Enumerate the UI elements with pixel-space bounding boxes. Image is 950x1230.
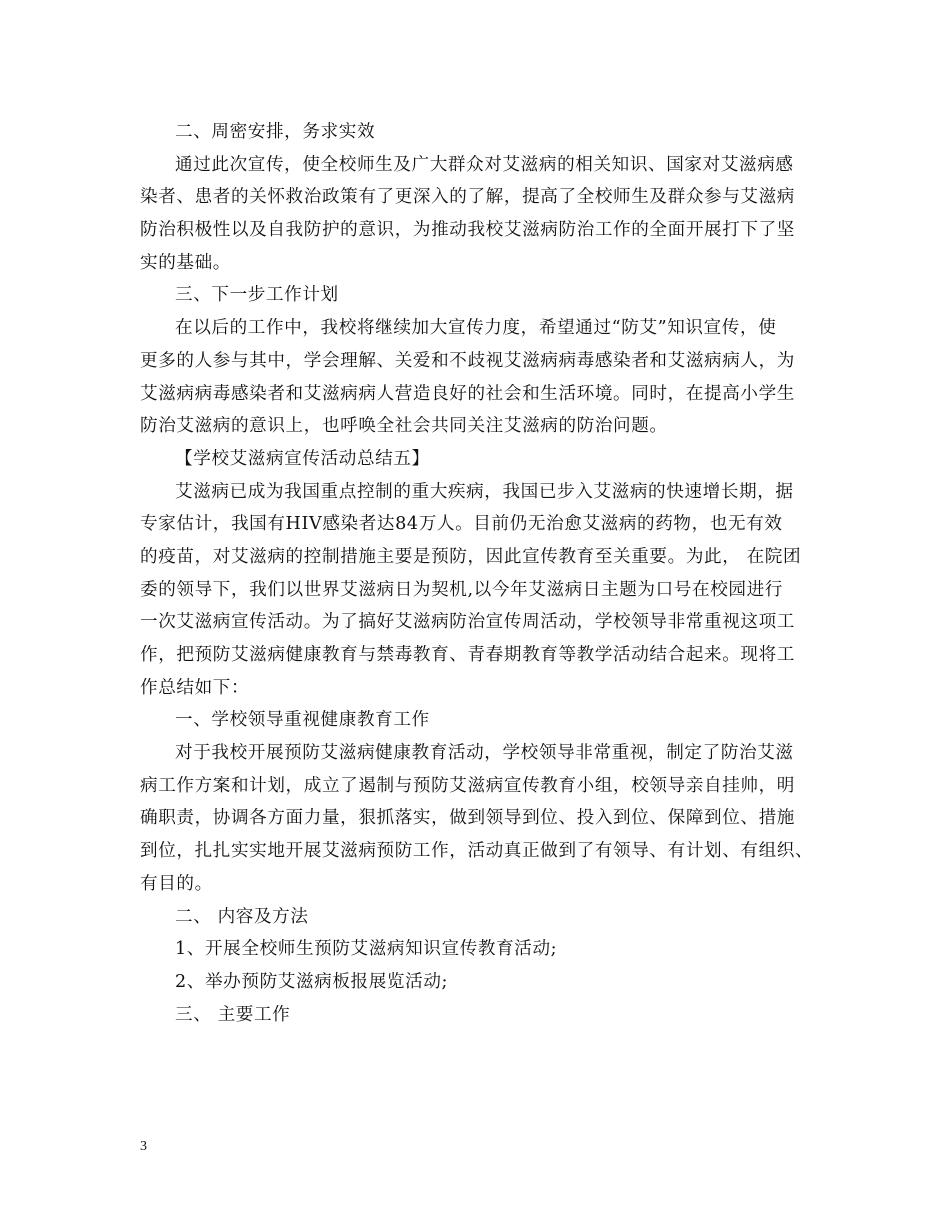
- paragraph-line: 专家估计，我国有HIV感染者达84万人。目前仍无治愈艾滋病的药物，也无有效: [140, 514, 783, 535]
- article-title: 【学校艾滋病宣传活动总结五】: [175, 448, 430, 469]
- paragraph-line: 有目的。: [140, 873, 213, 894]
- document-body: [140, 116, 812, 1031]
- paragraph-line: 病工作方案和计划，成立了遏制与预防艾滋病宣传教育小组，校领导亲自挂帅，明: [140, 775, 795, 796]
- section-heading: 一、学校领导重视健康教育工作: [175, 710, 430, 731]
- section-heading: 三、 主要工作: [175, 1004, 291, 1025]
- list-item: 2、举办预防艾滋病板报展览活动;: [175, 971, 449, 992]
- paragraph-line: 一次艾滋病宣传活动。为了搞好艾滋病防治宣传周活动，学校领导非常重视这项工: [140, 612, 795, 633]
- paragraph-line: 防治积极性以及自我防护的意识，为推动我校艾滋病防治工作的全面开展打下了坚: [140, 220, 795, 241]
- list-item: 1、开展全校师生预防艾滋病知识宣传教育活动;: [175, 939, 558, 960]
- paragraph-line: 确职责，协调各方面力量，狠抓落实，做到领导到位、投入到位、保障到位、措施: [140, 808, 795, 829]
- paragraph-line: 作总结如下：: [140, 677, 250, 698]
- section-heading: 二、 内容及方法: [175, 906, 309, 927]
- paragraph-line: 艾滋病已成为我国重点控制的重大疾病，我国已步入艾滋病的快速增长期，据: [175, 481, 794, 502]
- paragraph-line: 对于我校开展预防艾滋病健康教育活动，学校领导非常重视，制定了防治艾滋: [175, 743, 794, 764]
- paragraph-line: 在以后的工作中，我校将继续加大宣传力度，希望通过“防艾”知识宣传，使: [175, 318, 777, 339]
- paragraph-line: 实的基础。: [140, 252, 231, 273]
- paragraph-line: 防治艾滋病的意识上，也呼唤全社会共同关注艾滋病的防治问题。: [140, 416, 668, 437]
- paragraph-line: 的疫苗，对艾滋病的控制措施主要是预防，因此宣传教育至关重要。为此， 在院团: [140, 546, 802, 567]
- page-number: 3: [140, 1139, 147, 1154]
- paragraph-line: 委的领导下，我们以世界艾滋病日为契机,以今年艾滋病日主题为口号在校园进行: [140, 579, 783, 600]
- paragraph-line: 更多的人参与其中，学会理解、关爱和不歧视艾滋病病毒感染者和艾滋病病人，为: [140, 350, 795, 371]
- paragraph-line: 到位，扎扎实实地开展艾滋病预防工作，活动真正做到了有领导、有计划、有组织、: [140, 841, 814, 862]
- paragraph-line: 通过此次宣传，使全校师生及广大群众对艾滋病的相关知识、国家对艾滋病感: [175, 154, 794, 175]
- section-heading: 二、周密安排，务求实效: [175, 122, 376, 142]
- paragraph-line: 艾滋病病毒感染者和艾滋病病人营造良好的社会和生活环境。同时，在提高小学生: [140, 383, 795, 404]
- paragraph-line: 作，把预防艾滋病健康教育与禁毒教育、青春期教育等教学活动结合起来。现将工: [140, 645, 795, 665]
- section-heading: 三、下一步工作计划: [175, 285, 339, 306]
- paragraph-line: 染者、患者的关怀救治政策有了更深入的了解，提高了全校师生及群众参与艾滋病: [140, 187, 795, 208]
